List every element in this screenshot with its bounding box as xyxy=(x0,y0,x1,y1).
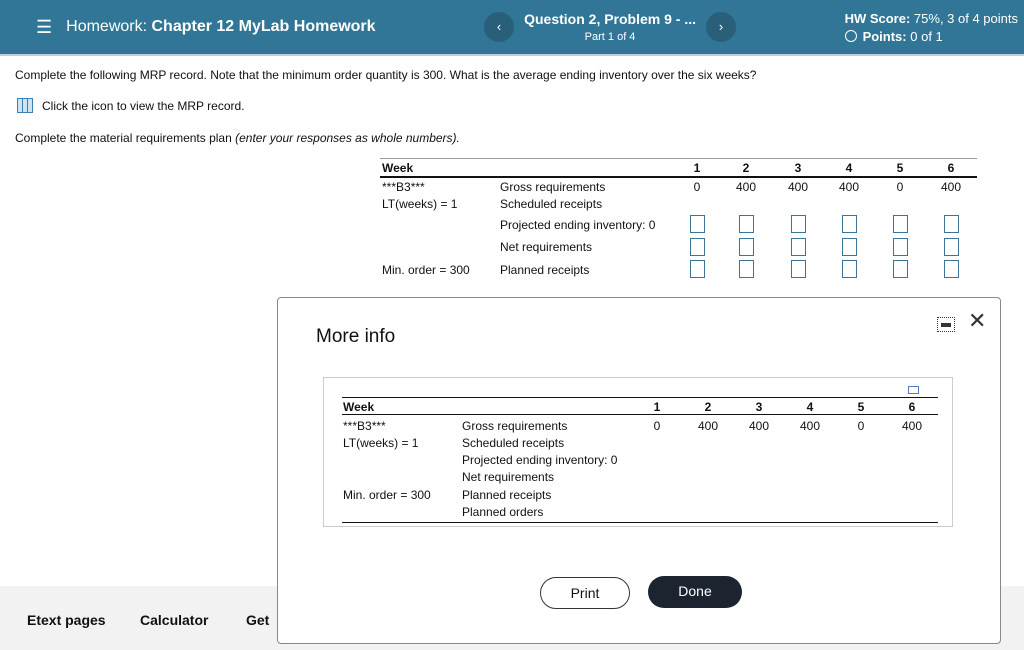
hw-score xyxy=(845,11,1018,26)
modal-week-3: 3 xyxy=(755,400,763,414)
homework-title: Chapter 12 MyLab Homework xyxy=(151,18,376,35)
question-block xyxy=(524,11,696,43)
modal-week-6: 6 xyxy=(908,400,916,414)
points xyxy=(845,29,1018,44)
dialog-title: More info xyxy=(316,326,396,347)
projected-inventory-input-week-1[interactable] xyxy=(690,215,705,233)
item-label: ***B3*** xyxy=(382,180,425,194)
gross-5: 0 xyxy=(896,180,904,194)
modal-row: Scheduled receipts xyxy=(462,436,565,450)
modal-gross-3: 400 xyxy=(748,419,770,433)
circle-icon xyxy=(845,30,857,42)
points-value: 0 of 1 xyxy=(910,28,943,44)
row-scheduled: Scheduled receipts xyxy=(500,197,603,211)
question-nav xyxy=(484,11,736,43)
modal-week-2: 2 xyxy=(704,400,712,414)
modal-item: ***B3*** xyxy=(343,419,386,433)
min-order: Min. order = 300 xyxy=(382,263,470,277)
done-button[interactable]: Done xyxy=(648,576,742,608)
popout-icon[interactable] xyxy=(908,386,919,394)
question-title[interactable]: Question 2, Problem 9 - ... xyxy=(524,11,697,27)
week-4: 4 xyxy=(845,161,853,175)
top-header xyxy=(0,0,1024,56)
row-net: Net requirements xyxy=(500,240,593,254)
planned-receipts-input-week-1[interactable] xyxy=(690,260,705,278)
table-icon[interactable] xyxy=(17,98,33,113)
part-indicator: Part 1 of 4 xyxy=(584,31,636,43)
modal-min-order: Min. order = 300 xyxy=(343,488,431,502)
modal-row: Planned receipts xyxy=(462,488,552,502)
modal-week-4: 4 xyxy=(806,400,814,414)
modal-week-header: Week xyxy=(343,400,375,414)
week-6: 6 xyxy=(947,161,955,175)
gross-3: 400 xyxy=(787,180,809,194)
next-question-button[interactable]: › xyxy=(706,12,736,42)
projected-inventory-input-week-5[interactable] xyxy=(893,215,908,233)
modal-gross-4: 400 xyxy=(799,419,821,433)
mrp-record-table xyxy=(323,377,953,527)
net-requirements-input-week-1[interactable] xyxy=(690,238,705,256)
lead-time: LT(weeks) = 1 xyxy=(382,197,458,211)
prev-question-button[interactable]: ‹ xyxy=(484,12,514,42)
hw-score-value: 75%, 3 of 4 points xyxy=(913,10,1018,26)
projected-inventory-input-week-4[interactable] xyxy=(842,215,857,233)
homework-prefix: Homework: xyxy=(66,18,148,35)
minimize-icon[interactable] xyxy=(937,317,955,332)
close-icon[interactable]: ✕ xyxy=(968,308,987,333)
gross-2: 400 xyxy=(735,180,757,194)
week-2: 2 xyxy=(742,161,750,175)
modal-row: Planned orders xyxy=(462,505,544,519)
question-text: Complete the following MRP record. Note that the minimum order quantity is 300. What is the average ending inventory over the six weeks? xyxy=(15,68,757,82)
calculator-link[interactable]: Calculator xyxy=(140,612,209,628)
modal-gross-5: 0 xyxy=(857,419,865,433)
header-left xyxy=(36,17,376,38)
projected-inventory-input-week-3[interactable] xyxy=(791,215,806,233)
week-1: 1 xyxy=(693,161,701,175)
instruction-text: Complete the material requirements plan xyxy=(15,131,236,145)
etext-pages-link[interactable]: Etext pages xyxy=(27,612,106,628)
get-more-help-link[interactable]: Get xyxy=(246,612,270,628)
projected-inventory-input-week-2[interactable] xyxy=(739,215,754,233)
modal-lead-time: LT(weeks) = 1 xyxy=(343,436,419,450)
row-gross: Gross requirements xyxy=(500,180,606,194)
modal-row: Projected ending inventory: 0 xyxy=(462,453,618,467)
net-requirements-input-week-4[interactable] xyxy=(842,238,857,256)
instruction-emphasis: (enter your responses as whole numbers). xyxy=(235,131,460,145)
modal-week-1: 1 xyxy=(653,400,661,414)
view-mrp-link[interactable]: Click the icon to view the MRP record. xyxy=(42,99,245,113)
gross-4: 400 xyxy=(838,180,860,194)
more-info-dialog xyxy=(277,297,1001,644)
week-5: 5 xyxy=(896,161,904,175)
modal-row: Gross requirements xyxy=(462,419,568,433)
planned-receipts-input-week-4[interactable] xyxy=(842,260,857,278)
row-projected: Projected ending inventory: 0 xyxy=(500,218,656,232)
net-requirements-input-week-5[interactable] xyxy=(893,238,908,256)
homework-title-group xyxy=(66,18,375,36)
net-requirements-input-week-3[interactable] xyxy=(791,238,806,256)
points-label: Points: xyxy=(862,28,907,44)
modal-gross-6: 400 xyxy=(901,419,923,433)
gross-1: 0 xyxy=(693,180,701,194)
print-button[interactable]: Print xyxy=(540,577,630,609)
net-requirements-input-week-6[interactable] xyxy=(944,238,959,256)
week-3: 3 xyxy=(794,161,802,175)
gross-6: 400 xyxy=(940,180,962,194)
planned-receipts-input-week-3[interactable] xyxy=(791,260,806,278)
planned-receipts-input-week-2[interactable] xyxy=(739,260,754,278)
projected-inventory-input-week-6[interactable] xyxy=(944,215,959,233)
planned-receipts-input-week-6[interactable] xyxy=(944,260,959,278)
net-requirements-input-week-2[interactable] xyxy=(739,238,754,256)
modal-week-5: 5 xyxy=(857,400,865,414)
hw-score-label: HW Score: xyxy=(844,10,911,26)
modal-gross-2: 400 xyxy=(697,419,719,433)
modal-gross-1: 0 xyxy=(653,419,661,433)
header-right xyxy=(845,11,1018,44)
row-planned-receipts: Planned receipts xyxy=(500,263,590,277)
modal-row: Net requirements xyxy=(462,470,555,484)
week-header: Week xyxy=(382,161,414,175)
hamburger-icon[interactable]: ☰ xyxy=(36,16,53,37)
instruction xyxy=(15,131,460,145)
planned-receipts-input-week-5[interactable] xyxy=(893,260,908,278)
